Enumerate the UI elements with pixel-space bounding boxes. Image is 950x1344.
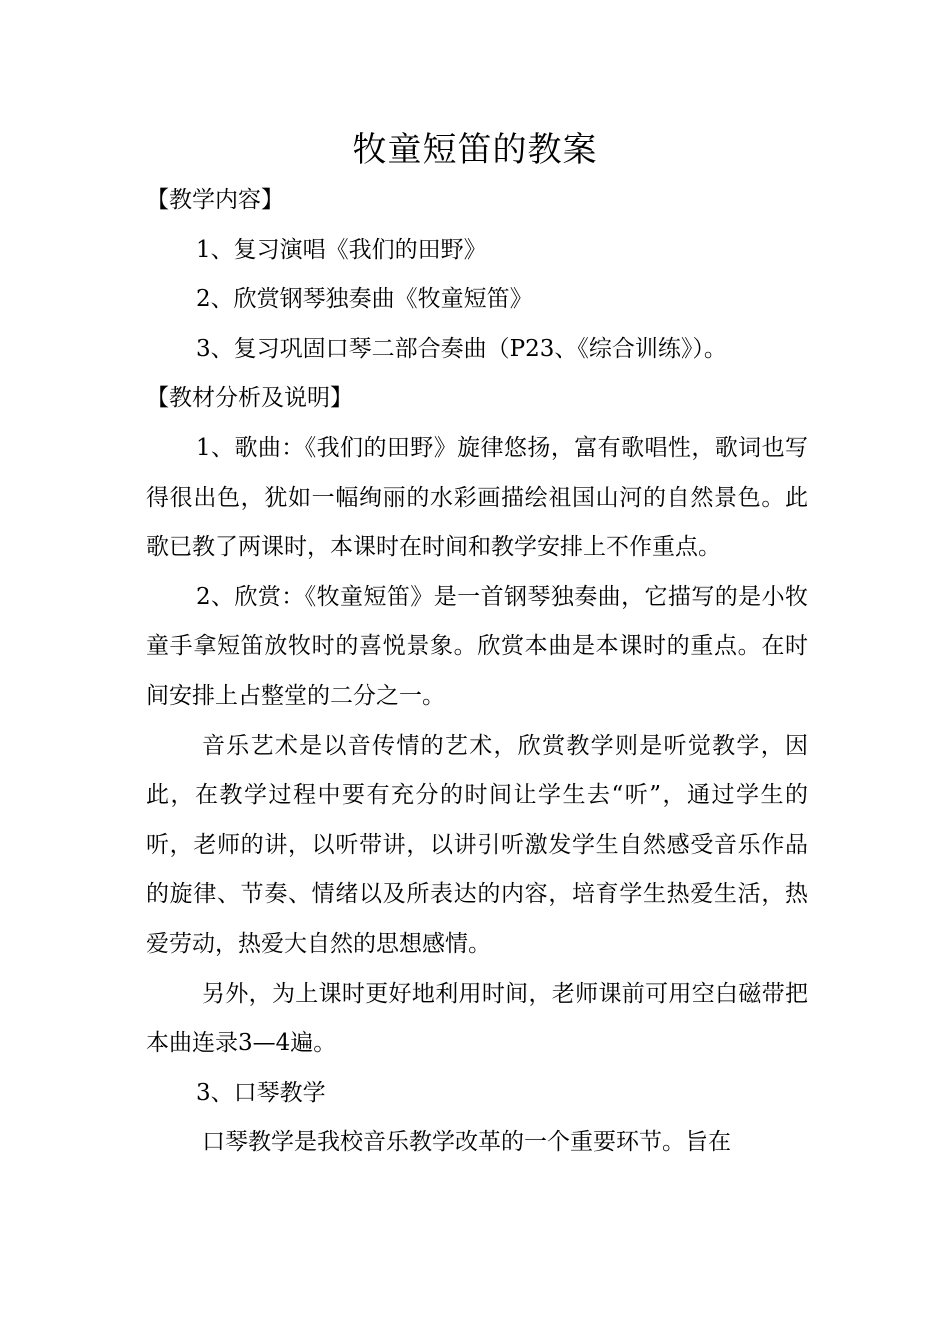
list-item: 1、复习演唱《我们的田野》: [196, 236, 487, 263]
paragraph: 另外，为上课时更好地利用时间，老师课前可用空白磁带把本曲连录3—4遍。: [146, 980, 808, 1057]
paragraph: 1、歌曲：《我们的田野》旋律悠扬，富有歌唱性，歌词也写得很出色，犹如一幅绚丽的水彩画描绘祖国山河的自然景色。此歌已教了两课时，本课时在时间和教学安排上不作重点。: [146, 434, 808, 561]
paragraph: 音乐艺术是以音传情的艺术，欣赏教学则是听觉教学，因此，在教学过程中要有充分的时间让学生去“听”，通过学生的听，老师的讲，以听带讲，以讲引听激发学生自然感受音乐作品的旋律、节奏、情绪以及所表达的内容，培育学生热爱生活，热爱劳动，热爱大自然的思想感情。: [146, 732, 808, 957]
list-item: 3、复习巩固口琴二部合奏曲（P23、《综合训练》）。: [196, 335, 727, 362]
document-title: 牧童短笛的教案: [352, 130, 598, 170]
list-item: 2、欣赏钢琴独奏曲《牧童短笛》: [196, 286, 533, 313]
paragraph: 2、欣赏：《牧童短笛》是一首钢琴独奏曲，它描写的是小牧童手拿短笛放牧时的喜悦景象。欣赏本曲是本课时的重点。在时间安排上占整堂的二分之一。: [146, 583, 808, 709]
document-body: [146, 176, 808, 1168]
list-item: 3、口琴教学: [196, 1079, 326, 1106]
section-heading-teaching-content: 【教学内容】: [146, 187, 284, 213]
section-heading-material-analysis: 【教材分析及说明】: [146, 385, 353, 412]
paragraph: 口琴教学是我校音乐教学改革的一个重要环节。旨在: [202, 1129, 731, 1156]
